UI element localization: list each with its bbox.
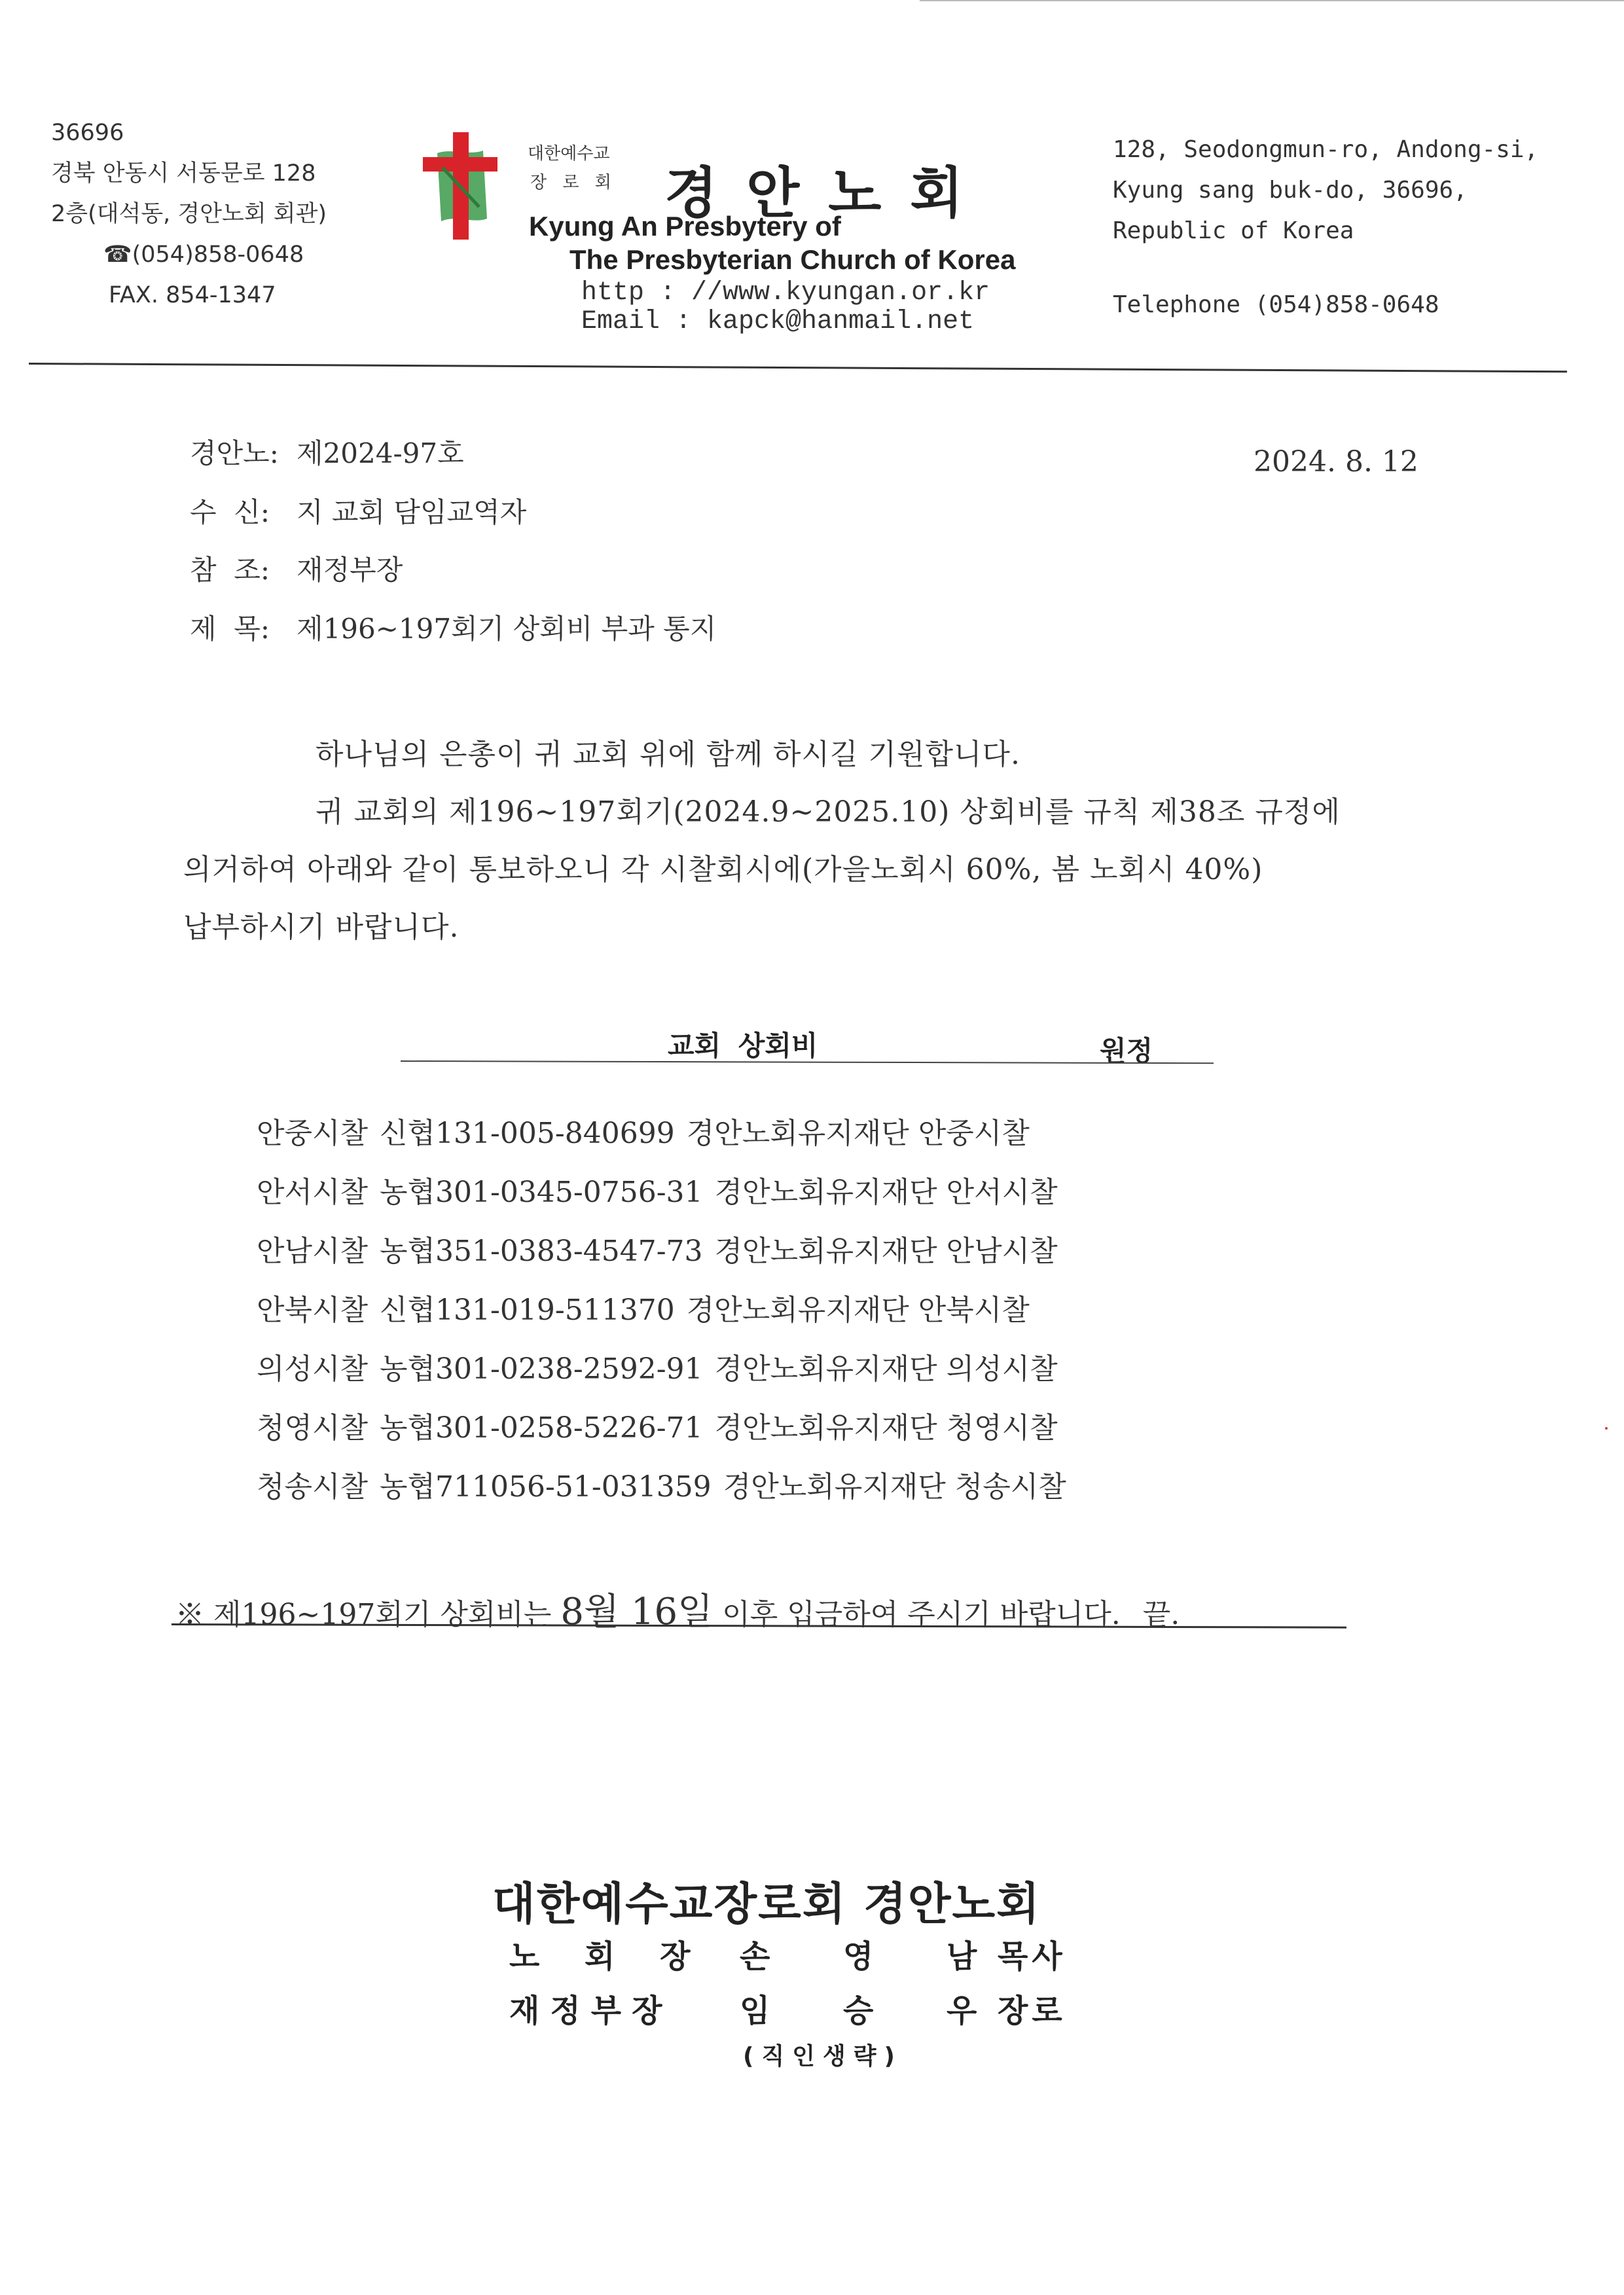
- moderator-role: 목사: [998, 1938, 1066, 1975]
- note-text-end: 이후 입금하여 주시기 바랍니다.: [722, 1598, 1121, 1631]
- website-url: http : //www.kyungan.or.kr: [581, 278, 990, 308]
- telephone-icon: ☎: [103, 242, 132, 268]
- seal-omitted-note: (직인생략): [743, 2043, 903, 2070]
- account-row: [257, 1345, 1070, 1387]
- account-row: [257, 1168, 1070, 1210]
- account-holder: 경안노회유지재단 청송시찰: [723, 1470, 1066, 1504]
- subject-line: [190, 607, 716, 647]
- account-district: 안남시찰: [257, 1235, 369, 1268]
- account-holder: 경안노회유지재단 안서시찰: [714, 1176, 1058, 1209]
- fax-number: FAX. 854-1347: [109, 282, 276, 308]
- reference-label: 참 조:: [190, 554, 270, 586]
- finance-title: 재정부장: [509, 1993, 673, 2029]
- note-date: 8월 16일: [560, 1591, 713, 1633]
- document-number-line: [190, 432, 464, 471]
- postal-code: 36696: [51, 120, 124, 146]
- recipient: 지 교회 담임교역자: [297, 496, 527, 528]
- recipient-label: 수 신:: [190, 496, 270, 528]
- cross-logo-icon: [419, 128, 501, 244]
- body-greeting: 하나님의 은총이 귀 교회 위에 함께 하시길 기원합니다.: [316, 738, 1020, 771]
- moderator-name-2: 영: [843, 1938, 874, 1975]
- account-district: 안북시찰: [257, 1293, 369, 1327]
- account-row: [257, 1404, 1070, 1446]
- scan-edge-line: [920, 0, 1624, 1]
- presbytery-title: 경안노회: [664, 161, 992, 225]
- moderator-name-3: 남: [947, 1938, 977, 1975]
- account-district: 의성시찰: [257, 1352, 369, 1386]
- account-holder: 경안노회유지재단 안남시찰: [714, 1235, 1058, 1268]
- account-row: [257, 1227, 1070, 1269]
- account-number: 농협301-0345-0756-31: [380, 1176, 703, 1209]
- signature-organization: 대한예수교장로회 경안노회: [492, 1879, 1041, 1930]
- account-number: 농협301-0238-2592-91: [380, 1352, 703, 1386]
- account-row: [257, 1286, 1041, 1328]
- body-line-3: 의거하여 아래와 같이 통보하오니 각 시찰회시에(가을노회시 60%, 봄 노회시 40%): [183, 853, 1263, 886]
- account-holder: 경안노회유지재단 안중시찰: [686, 1117, 1030, 1150]
- document-date: 2024. 8. 12: [1254, 445, 1418, 479]
- finance-name-1: 임: [740, 1993, 770, 2029]
- subject-label: 제 목:: [190, 613, 270, 645]
- english-address-3: Republic of Korea: [1113, 217, 1354, 244]
- contact-web: [581, 279, 990, 336]
- address-line-2: 2층(대석동, 경안노회 회관): [51, 201, 327, 227]
- phone-line: [51, 234, 327, 275]
- fee-table-unit: 원정: [1100, 1035, 1153, 1067]
- moderator-name-1: 손: [740, 1938, 770, 1975]
- document-number: 제2024-97호: [297, 437, 464, 469]
- scan-speck: [1605, 1427, 1608, 1430]
- address-line-1: 경북 안동시 서동문로 128: [51, 160, 316, 187]
- note-end-mark: 끝.: [1142, 1598, 1180, 1631]
- moderator-title: 노 회 장: [509, 1938, 708, 1975]
- english-name-line-1: Kyung An Presbytery of: [529, 211, 841, 242]
- account-number: 신협131-005-840699: [380, 1117, 675, 1150]
- denomination-label-2: 장 로 회: [530, 173, 617, 192]
- account-district: 청영시찰: [257, 1411, 369, 1445]
- body-line-4: 납부하시기 바랍니다.: [183, 911, 460, 944]
- email-address: Email : kapck@hanmail.net: [581, 307, 975, 336]
- finance-name-2: 승: [843, 1993, 874, 2029]
- header-left-address: [51, 113, 327, 316]
- recipient-line: [190, 491, 526, 530]
- finance-name-3: 우: [947, 1993, 977, 2029]
- account-number: 농협351-0383-4547-73: [380, 1235, 703, 1268]
- account-number: 신협131-019-511370: [380, 1293, 675, 1327]
- note-text-start: 제196~197회기 상회비는: [213, 1598, 552, 1631]
- account-district: 안중시찰: [257, 1117, 369, 1150]
- finance-role: 장로: [998, 1993, 1066, 2029]
- subject: 제196~197회기 상회비 부과 통지: [297, 613, 717, 645]
- reference: 재정부장: [297, 554, 403, 586]
- account-number: 농협301-0258-5226-71: [380, 1411, 703, 1445]
- fee-table-title: 교회 상회비: [668, 1030, 818, 1062]
- body-line-2: 귀 교회의 제196~197회기(2024.9~2025.10) 상회비를 규칙 제38조 규정에: [316, 795, 1341, 829]
- english-address-1: 128, Seodongmun-ro, Andong-si,: [1113, 136, 1539, 163]
- account-holder: 경안노회유지재단 청영시찰: [714, 1411, 1058, 1445]
- document-number-label: 경안노:: [190, 437, 279, 469]
- account-row: [257, 1463, 1078, 1505]
- header-divider: [29, 363, 1567, 372]
- english-telephone: Telephone (054)858-0648: [1113, 291, 1439, 318]
- english-address-2: Kyung sang buk-do, 36696,: [1113, 177, 1468, 204]
- english-name-line-2: The Presbyterian Church of Korea: [569, 244, 1016, 275]
- account-holder: 경안노회유지재단 안북시찰: [686, 1293, 1030, 1327]
- reference-mark: ※: [175, 1598, 204, 1631]
- denomination-label: 대한예수교: [528, 144, 610, 164]
- account-row: [257, 1110, 1041, 1151]
- header-right-address: [1113, 130, 1538, 251]
- account-holder: 경안노회유지재단 의성시찰: [714, 1352, 1058, 1386]
- account-district: 청송시찰: [257, 1470, 369, 1504]
- reference-line: [190, 549, 403, 588]
- phone-number: (054)858-0648: [132, 242, 304, 268]
- account-district: 안서시찰: [257, 1176, 369, 1209]
- account-number: 농협711056-51-031359: [380, 1470, 712, 1504]
